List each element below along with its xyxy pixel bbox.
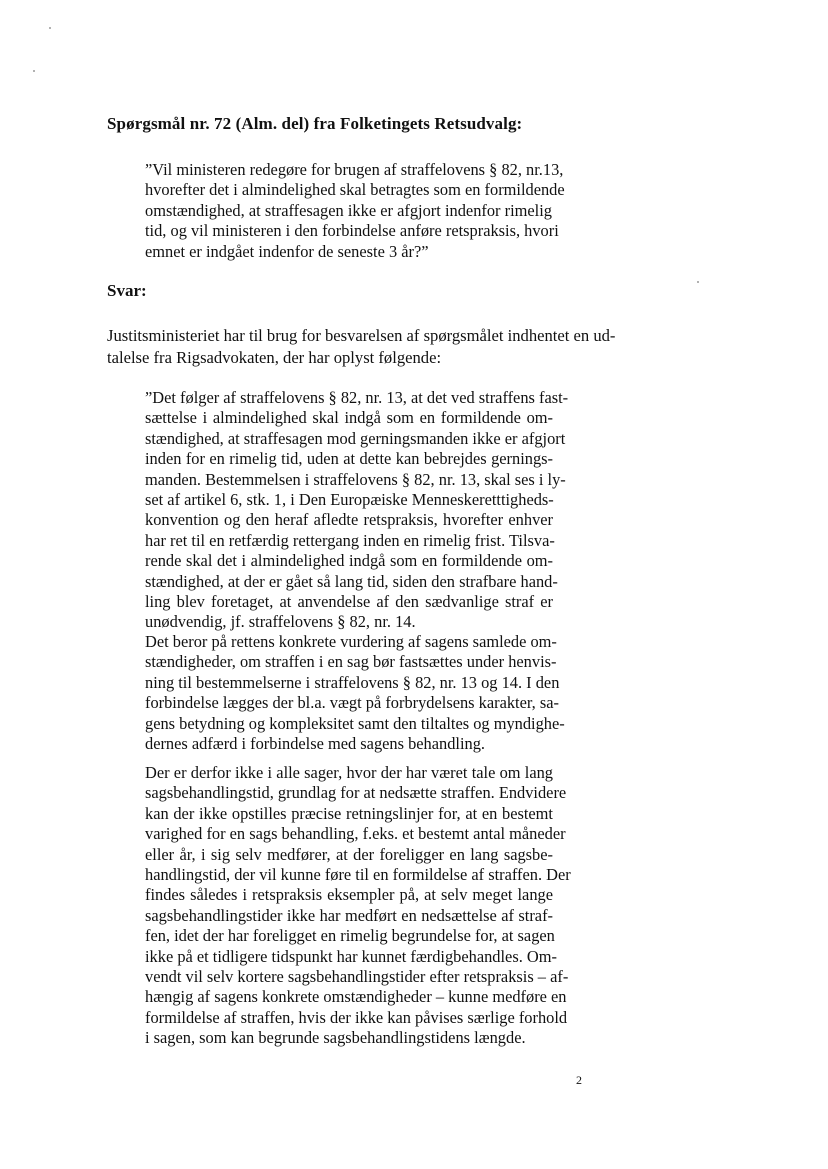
question-line: hvorefter det i almindelighed skal betragtes som en formildende [145, 180, 565, 200]
scan-speck [33, 70, 35, 72]
paragraph-line: stændighed, at der er gået så lang tid, siden den strafbare hand- [145, 571, 558, 591]
intro-line: Justitsministeriet har til brug for besvarelsen af spørgsmålet indhentet en ud- [107, 326, 616, 345]
answer-intro [107, 325, 616, 368]
paragraph-line: unødvendig, jf. straffelovens § 82, nr. 14. [145, 612, 416, 632]
question-line: emnet er indgået indenfor de seneste 3 år?” [145, 241, 429, 261]
paragraph-line: har ret til en retfærdig rettergang inden en rimelig frist. Tilsva- [145, 530, 555, 550]
question-line: omstændighed, at straffesagen ikke er afgjort indenfor rimelig [145, 200, 552, 220]
paragraph-line: kan der ikke opstilles præcise retningslinjer for, at en bestemt [145, 803, 553, 823]
paragraph-line: ning til bestemmelserne i straffelovens § 82, nr. 13 og 14. I den [145, 672, 560, 692]
quote-paragraph-2 [145, 632, 565, 754]
paragraph-line: sagsbehandlingstider ikke har medført en nedsættelse af straf- [145, 905, 553, 925]
paragraph-line: formildelse af straffen, hvis der ikke kan påvises særlige forhold [145, 1007, 568, 1027]
paragraph-line: i sagen, som kan begrunde sagsbehandlingstidens længde. [145, 1028, 526, 1048]
paragraph-line: set af artikel 6, stk. 1, i Den Europæiske Menneskeretttigheds- [145, 490, 554, 510]
paragraph-line: dernes adfærd i forbindelse med sagens behandling. [145, 734, 486, 754]
question-line: tid, og vil ministeren i den forbindelse anføre retspraksis, hvori [145, 221, 559, 241]
paragraph-line: manden. Bestemmelsen i straffelovens § 82, nr. 13, skal ses i ly- [145, 469, 566, 489]
paragraph-line: vendt vil selv kortere sagsbehandlingstider efter retspraksis – af- [145, 967, 569, 987]
paragraph-line: handlingstid, der vil kunne føre til en formildelse af straffen. Der [145, 865, 571, 885]
question-line: ”Vil ministeren redegøre for brugen af straffelovens § 82, nr.13, [145, 160, 564, 179]
paragraph-line: forbindelse lægges der bl.a. vægt på forbrydelsens karakter, sa- [145, 693, 559, 713]
paragraph-line: hængig af sagens konkrete omstændigheder – kunne medføre en [145, 987, 567, 1007]
paragraph-line: Der er derfor ikke i alle sager, hvor der har været tale om lang [145, 763, 553, 782]
paragraph-line: sagsbehandlingstid, grundlag for at nedsætte straffen. Endvidere [145, 783, 567, 803]
scan-speck [697, 281, 699, 283]
quote-paragraph-3 [145, 763, 571, 1049]
question-text [145, 160, 565, 262]
paragraph-line: varighed for en sags behandling, f.eks. et bestemt antal måneder [145, 824, 566, 844]
answer-label: Svar: [107, 281, 147, 300]
paragraph-line: ”Det følger af straffelovens § 82, nr. 13, at det ved straffens fast- [145, 388, 569, 407]
paragraph-line: Det beror på rettens konkrete vurdering af sagens samlede om- [145, 632, 557, 651]
paragraph-line: stændighed, at straffesagen mod gerningsmanden ikke er afgjort [145, 428, 566, 448]
paragraph-line: sættelse i almindelighed skal indgå som en formildende om- [145, 408, 553, 428]
paragraph-line: konvention og den heraf afledte retspraksis, hvorefter enhver [145, 510, 553, 530]
paragraph-line: ikke på et tidligere tidspunkt har kunnet færdigbehandles. Om- [145, 946, 557, 966]
paragraph-line: inden for en rimelig tid, uden at dette kan bebrejdes gernings- [145, 449, 553, 469]
question-heading: Spørgsmål nr. 72 (Alm. del) fra Folketingets Retsudvalg: [107, 114, 523, 133]
intro-line: talelse fra Rigsadvokaten, der har oplyst følgende: [107, 347, 442, 367]
paragraph-line: fen, idet der har foreligget en rimelig begrundelse for, at sagen [145, 926, 555, 946]
paragraph-line: ling blev foretaget, at anvendelse af den sædvanlige straf er [145, 592, 553, 612]
page-number: 2 [576, 1073, 582, 1087]
paragraph-line: findes således i retspraksis eksempler på, at selv meget lange [145, 885, 553, 905]
paragraph-line: eller år, i sig selv medfører, at der foreligger en lang sagsbe- [145, 844, 553, 864]
paragraph-line: gens betydning og kompleksitet samt den tiltaltes og myndighe- [145, 713, 565, 733]
paragraph-line: rende skal det i almindelighed indgå som en formildende om- [145, 551, 553, 571]
paragraph-line: stændigheder, om straffen i en sag bør fastsættes under henvis- [145, 652, 557, 672]
quote-paragraph-1 [145, 388, 569, 633]
scan-speck [49, 27, 51, 29]
